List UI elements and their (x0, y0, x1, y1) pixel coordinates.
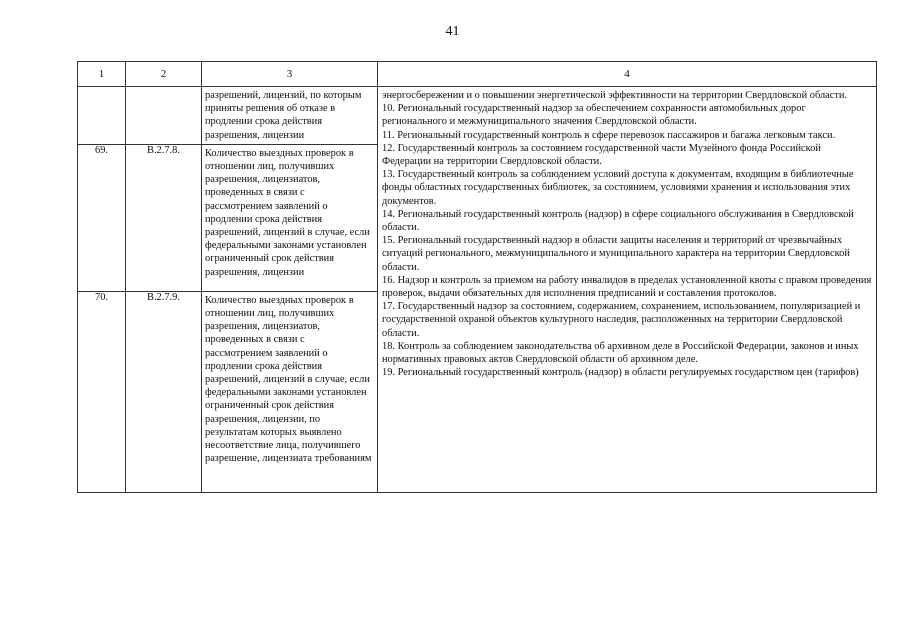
row-description-cell (202, 291, 378, 492)
control-types-list (378, 87, 876, 381)
control-type-item: 12. Государственный контроль за состоянием государственной части Музейного фонда Российской Федерации на территории Свердловской области. (382, 142, 821, 168)
control-type-item: 13. Государственный контроль за соблюдением условий доступа к документам, входящим в библиотечные фонды областных государственных библиотек, за состоянием, условиями хранения и использования этих документов. (382, 169, 854, 207)
header-col-2: 2 (126, 62, 202, 87)
control-type-item: 18. Контроль за соблюдением законодательства об архивном деле в Российской Федерации, законов и иных нормативных правовых актов Свердловской области об архивном деле. (382, 340, 859, 366)
page-number: 41 (445, 24, 460, 39)
row-description: разрешений, лицензий, по которым приняты решения об отказе в продлении срока действия разрешения, лицензии (205, 90, 362, 141)
row-number: 70. (78, 291, 126, 492)
header-col-1: 1 (78, 62, 126, 87)
row-code: В.2.7.8. (126, 144, 202, 291)
row-number (78, 87, 126, 145)
header-col-4: 4 (378, 62, 877, 87)
row-code (126, 87, 202, 145)
row-number: 69. (78, 144, 126, 291)
control-type-item: 11. Региональный государственный контроль в сфере перевозок пассажиров и багажа легковым такси. (382, 129, 836, 141)
row-description: Количество выездных проверок в отношении лиц, получивших разрешения, лицензиатов, проведенных в связи с рассмотрением заявлений о продлении срока действия разрешений, лицензий в случае, если федеральными законами установлен ограниченный срок действия разрешения, лицензии (205, 147, 370, 278)
row-code: В.2.7.9. (126, 291, 202, 492)
control-type-item: 19. Региональный государственный контроль (надзор) в области регулируемых государством цен (тарифов) (382, 367, 859, 379)
control-types-cell (378, 87, 877, 493)
table-header-row (78, 62, 877, 87)
control-type-item: 17. Государственный надзор за состоянием, содержанием, сохранением, использованием, популяризацией и государственной охраной объектов культурного наследия, расположенных на территории Свердловской области. (382, 301, 861, 339)
control-type-item: энергосбережении и о повышении энергетической эффективности на территории Свердловской области. (382, 90, 848, 101)
control-type-item: 10. Региональный государственный надзор за обеспечением сохранности автомобильных дорог регионального и межмуниципального значения Свердловской области. (382, 103, 806, 128)
row-description-cell (202, 144, 378, 291)
header-col-3: 3 (202, 62, 378, 87)
control-type-item: 16. Надзор и контроль за приемом на работу инвалидов в пределах установленной квоты с правом проведения проверок, выдачи обязательных для исполнения предписаний и составления протоколов. (382, 274, 872, 300)
control-type-item: 15. Региональный государственный надзор в области защиты населения и территорий от чрезвычайных ситуаций регионального, межмуниципального и муниципального характера на территории Свердловской области. (382, 235, 850, 273)
row-description: Количество выездных проверок в отношении лиц, получивших разрешения, лицензиатов, проведенных в связи с рассмотрением заявлений о продлении срока действия разрешений, лицензий в случае, если федеральными законами установлен ограниченный срок действия разрешения, лицензии, по результатам которых выявлено несоответствие лица, получившего разрешение, лицензиата требованиям (205, 294, 372, 465)
table-row (78, 87, 877, 145)
indicators-table (77, 61, 877, 493)
control-type-item: 14. Региональный государственный контроль (надзор) в сфере социального обслуживания в Свердловской области. (382, 208, 854, 234)
row-description-cell (202, 87, 378, 145)
